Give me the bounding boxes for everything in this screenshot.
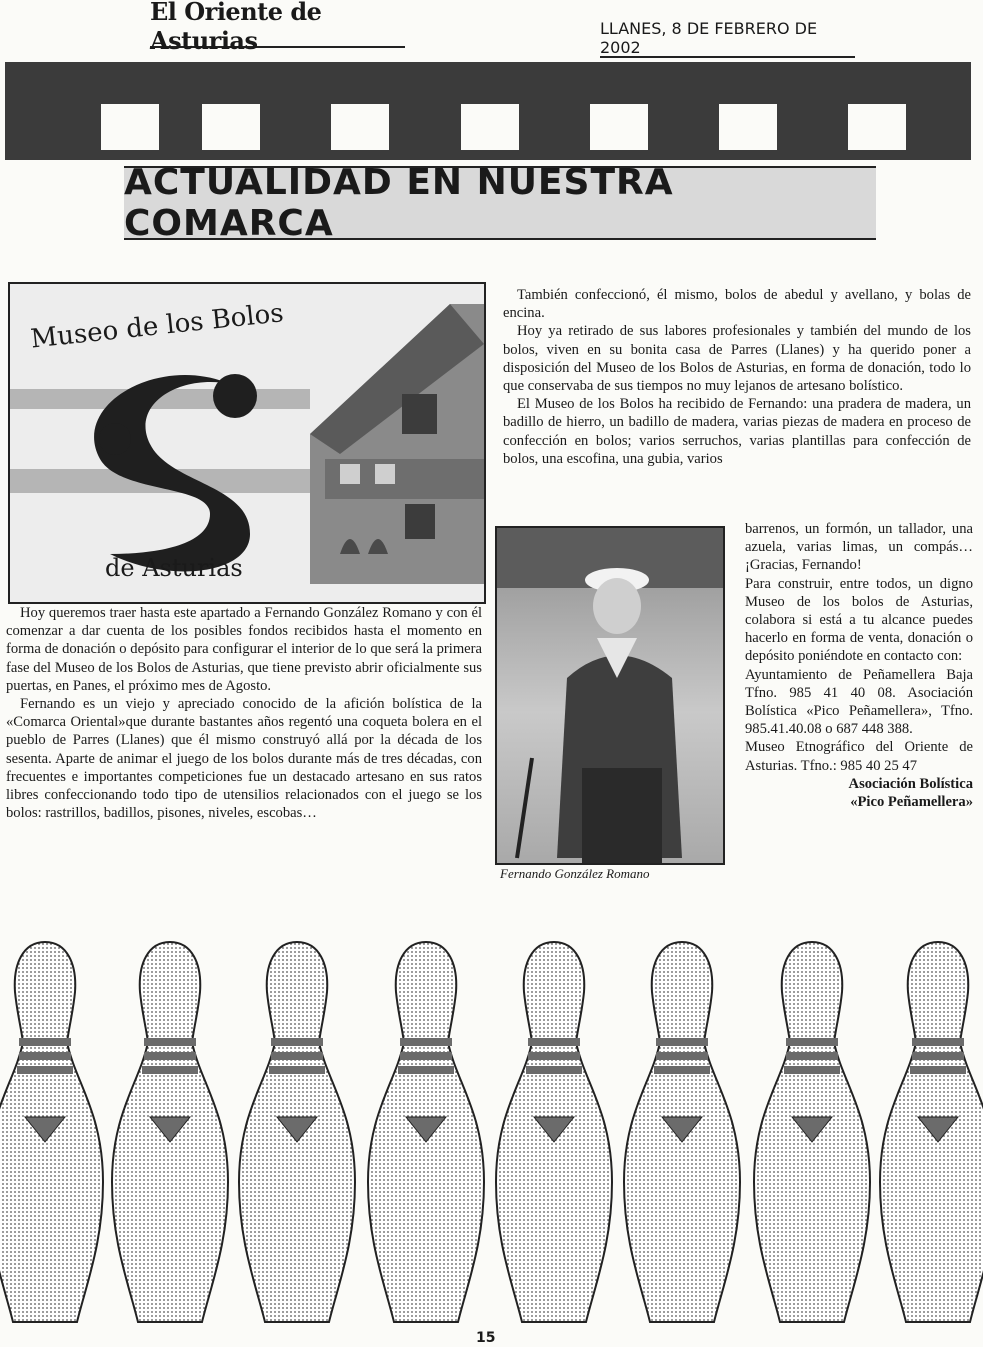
dateline: LLANES, 8 DE FEBRERO DE 2002 (600, 20, 855, 58)
bowling-pin (368, 942, 484, 1322)
article-paragraph: Hoy queremos traer hasta este apartado a Fernando González Romano y con él comenzar a dar cuenta de los posibles fondos recibidos hasta el momento en forma de donación o depósito para configurar el interior de lo que será la primera fase del Museo de los Bolos de Asturias, que tiene previsto abrir oficialmente sus puertas, en Panes, el próximo mes de Agosto. (6, 605, 482, 694)
bowling-pins-decoration (0, 936, 983, 1326)
page-number: 15 (476, 1330, 496, 1346)
film-frame (202, 104, 260, 150)
article-right-column-top (503, 286, 971, 468)
section-title: ACTUALIDAD EN NUESTRA COMARCA (124, 166, 876, 240)
film-frame (848, 104, 906, 150)
film-frame (331, 104, 389, 150)
bowling-pin (880, 942, 983, 1322)
article-right-column-side (745, 520, 973, 811)
logo-title-line2: de Asturias (105, 554, 243, 582)
article-paragraph: Ayuntamiento de Peñamellera Baja Tfno. 985 41 40 08. Asociación Bolística «Pico Peñamellera», Tfno. 985.41.40.08 o 687 448 388. (745, 666, 973, 738)
article-left-column (6, 604, 482, 822)
bowling-pin (0, 942, 103, 1322)
film-frame (461, 104, 519, 150)
museum-logo-image (8, 282, 486, 604)
bowling-pin (496, 942, 612, 1322)
portrait-figure (497, 528, 723, 863)
signature-line: Asociación Bolística (848, 775, 973, 792)
article-paragraph: El Museo de los Bolos ha recibido de Fernando: una pradera de madera, un badillo de hierro, un badillo de madera, varias piezas de madera en proceso de confección en bolos; varios serruchos, varias plantillas para confección de bolos, una escofina, una gubia, varios (503, 396, 971, 467)
signature-line: «Pico Peñamellera» (850, 794, 973, 811)
logo-title-line1: Museo de los Bolos (29, 298, 285, 355)
newspaper-masthead: El Oriente de Asturias (150, 6, 405, 48)
article-paragraph: También confeccionó, él mismo, bolos de abedul y avellano, y bolas de encina. (503, 287, 971, 322)
bowling-pin (754, 942, 870, 1322)
film-frame (719, 104, 777, 150)
article-paragraph: Para construir, entre todos, un digno Museo de los bolos de Asturias, colabora si está a tu alcance puedes hacerlo en forma de venta, donación o depósito poniéndote en contacto con: (745, 575, 973, 665)
bowling-pin (624, 942, 740, 1322)
film-frame (590, 104, 648, 150)
film-frame (101, 104, 159, 150)
article-paragraph: Fernando es un viejo y apreciado conocido de la afición bolística de la «Comarca Oriental»que durante bastantes años regentó una coqueta bolera en el pueblo de Parres (Llanes) que él mismo construyó allá por la década de los sesenta. Aparte de animar el juego de los bolos durante más de tres décadas, con frecuentes e importantes competiciones fue un destacado artesano en sus ratos libres confeccionando todo tipo de utensilios relacionados con el juego se los bolos: rastrillos, badillos, pisones, niveles, escobas… (6, 696, 482, 822)
filmstrip-banner (5, 62, 971, 160)
portrait-photo (495, 526, 725, 865)
bowling-pin (239, 942, 355, 1322)
article-paragraph: Museo Etnográfico del Oriente de Asturias. Tfno.: 985 40 25 47 (745, 739, 973, 774)
photo-caption: Fernando González Romano (500, 866, 650, 881)
article-paragraph: Hoy ya retirado de sus labores profesionales y también del mundo de los bolos, viven en su bonita casa de Parres (Llanes) y ha querido poner a disposición del Museo de los Bolos de Asturias, en forma de donación, todo lo que conservaba de sus tiempos no muy lejanos de artesano bolístico. (503, 323, 971, 395)
article-paragraph: barrenos, un formón, un tallador, una azuela, varias limas, un compás… ¡Gracias, Fernando! (745, 521, 973, 574)
bowling-pin (112, 942, 228, 1322)
